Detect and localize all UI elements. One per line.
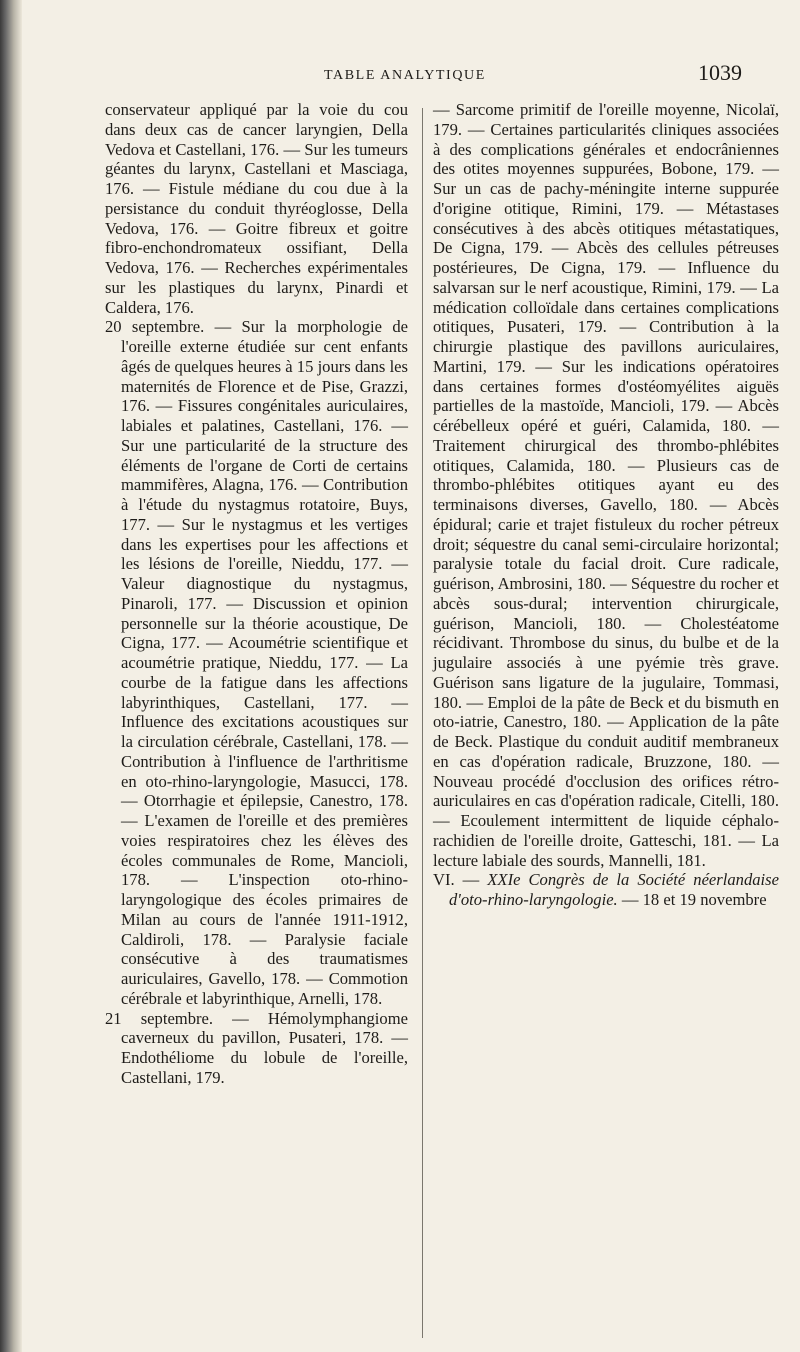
paragraph-text: — Sarcome primitif de l'oreille moyenne, Nicolaï, 179. — Certaines particularités cliniques associées à des complications générales et endocrâniennes des otites moyennes suppurées, Bobone, 179. — Sur un cas de pachy-méningite interne suppurée d'origine otitique, Rimini, 179. — Métastases consécutives à des abcès otitiques métastatiques, De Cigna, 179. — Abcès des cellules pétreuses postérieures, De Cigna, 179. — Influence du salvarsan sur le nerf acoustique, Rimini, 179. — La médication colloïdale dans certaines complications otitiques, Pusateri, 179. — Contribution à la chirurgie plastique des pavillons auriculaires, Martini, 179. — Sur les indications opératoires dans certaines formes d'ostéomyélites aiguës partielles de la mastoïde, Mancioli, 179. — Abcès cérébelleux opéré et guéri, Calamida, 180. — Traitement chirurgical des thrombo-phlébites otitiques, Calamida, 180. — Plusieurs cas de thrombo-phlébites otitiques ayant eu des terminaisons diverses, Gavello, 180. — Abcès épidural; carie et trajet fistuleux du rocher pétreux droit; séquestre du canal semi-circulaire horizontal; paralysie totale du facial droit. Cure radicale, guérison, Ambrosini, 180. — Séquestre du rocher et abcès sous-dural; intervention chirurgicale, guérison, Mancioli, 180. — Cholestéatome récidivant. Thrombose du sinus, du bulbe et de la jugulaire associés à une pyémie très grave. Guérison sans ligature de la jugulaire, Tommasi, 180. — Emploi de la pâte de Beck et du bismuth en oto-iatrie, Canestro, 180. — Application de la pâte de Beck. Plastique du conduit auditif membraneux en cas d'opération radicale, Bruzzone, 180. — Nouveau procédé d'occlusion des orifices rétro-auriculaires en cas d'opération radicale, Citelli, 180. — Ecoulement intermittent de liquide céphalo-rachidien de l'oreille droite, Gatteschi, 181. — La lecture labiale des sourds, Mannelli, 181.	[433, 100, 779, 870]
index-paragraph	[433, 100, 779, 870]
running-head: TABLE ANALYTIQUE	[324, 68, 486, 83]
date-label: 20 septembre.	[105, 317, 205, 337]
section-number: VI. —	[433, 870, 488, 890]
book-page	[22, 0, 800, 1352]
column-divider	[422, 108, 423, 1338]
paragraph-text: — Sur la morphologie de l'oreille externe étudiée sur cent enfants âgés de quelques heures à 15 jours dans les maternités de Florence et de Pise, Grazzi, 176. — Fissures congénitales auriculaires, labiales et palatines, Castellani, 176. — Sur une particularité de la structure des éléments de l'organe de Corti de certains mammifères, Alagna, 176. — Contribution à l'étude du nystagmus rotatoire, Buys, 177. — Sur le nystagmus et les vertiges dans les expertises pour les affections et les lésions de l'oreille, Nieddu, 177. — Valeur diagnostique du nystagmus, Pinaroli, 177. — Discussion et opinion personnelle sur la théorie acoustique, De Cigna, 177. — Acoumétrie scientifique et acoumétrie pratique, Nieddu, 177. — La courbe de la fatigue dans les affections labyrinthiques, Castellani, 177. — Influence des excitations acoustiques sur la circulation cérébrale, Castellani, 178. — Contribution à l'influence de l'arthritisme en oto-rhino-laryngologie, Masucci, 178. — Otorrhagie et épilepsie, Canestro, 178. — L'examen de l'oreille et des premières voies respiratoires chez les élèves des écoles communales de Rome, Mancioli, 178. — L'inspection oto-rhino-laryngologique des écoles primaires de Milan au cours de l'année 1911-1912, Caldiroli, 178. — Paralysie faciale consécutive à des traumatismes auriculaires, Gavello, 178. — Commotion cérébrale et labyrinthique, Arnelli, 178.	[121, 317, 408, 1008]
section-title: XXIe Congrès de la Société néerlandaise d'oto-rhino-laryngologie.	[449, 870, 779, 909]
section-heading-paragraph	[433, 870, 779, 910]
index-paragraph	[105, 100, 408, 317]
date-label: 21 septembre.	[105, 1008, 214, 1028]
book-spine-shadow	[0, 0, 22, 1352]
paragraph-text: — Hémolymphangiome caverneux du pavillon, Pusateri, 178. — Endothéliome du lobule de l'oreille, Castellani, 179.	[121, 1008, 408, 1087]
left-column	[105, 100, 408, 1088]
page-header	[22, 60, 800, 90]
index-paragraph	[105, 317, 408, 1008]
right-column	[433, 100, 779, 910]
paragraph-text: — 18 et 19 novembre	[617, 890, 767, 909]
paragraph-text: conservateur appliqué par la voie du cou dans deux cas de cancer laryngien, Della Vedova et Castellani, 176. — Sur les tumeurs géantes du larynx, Castellani et Masciaga, 176. — Fistule médiane du cou due à la persistance du conduit thyréoglosse, Della Vedova, 176. — Goitre fibreux et goitre fibro-enchondromateux ossifiant, Della Vedova, 176. — Recherches expérimentales sur les plastiques du larynx, Pinardi et Caldera, 176.	[105, 100, 408, 317]
page-number: 1039	[698, 60, 742, 85]
index-paragraph	[105, 1009, 408, 1088]
